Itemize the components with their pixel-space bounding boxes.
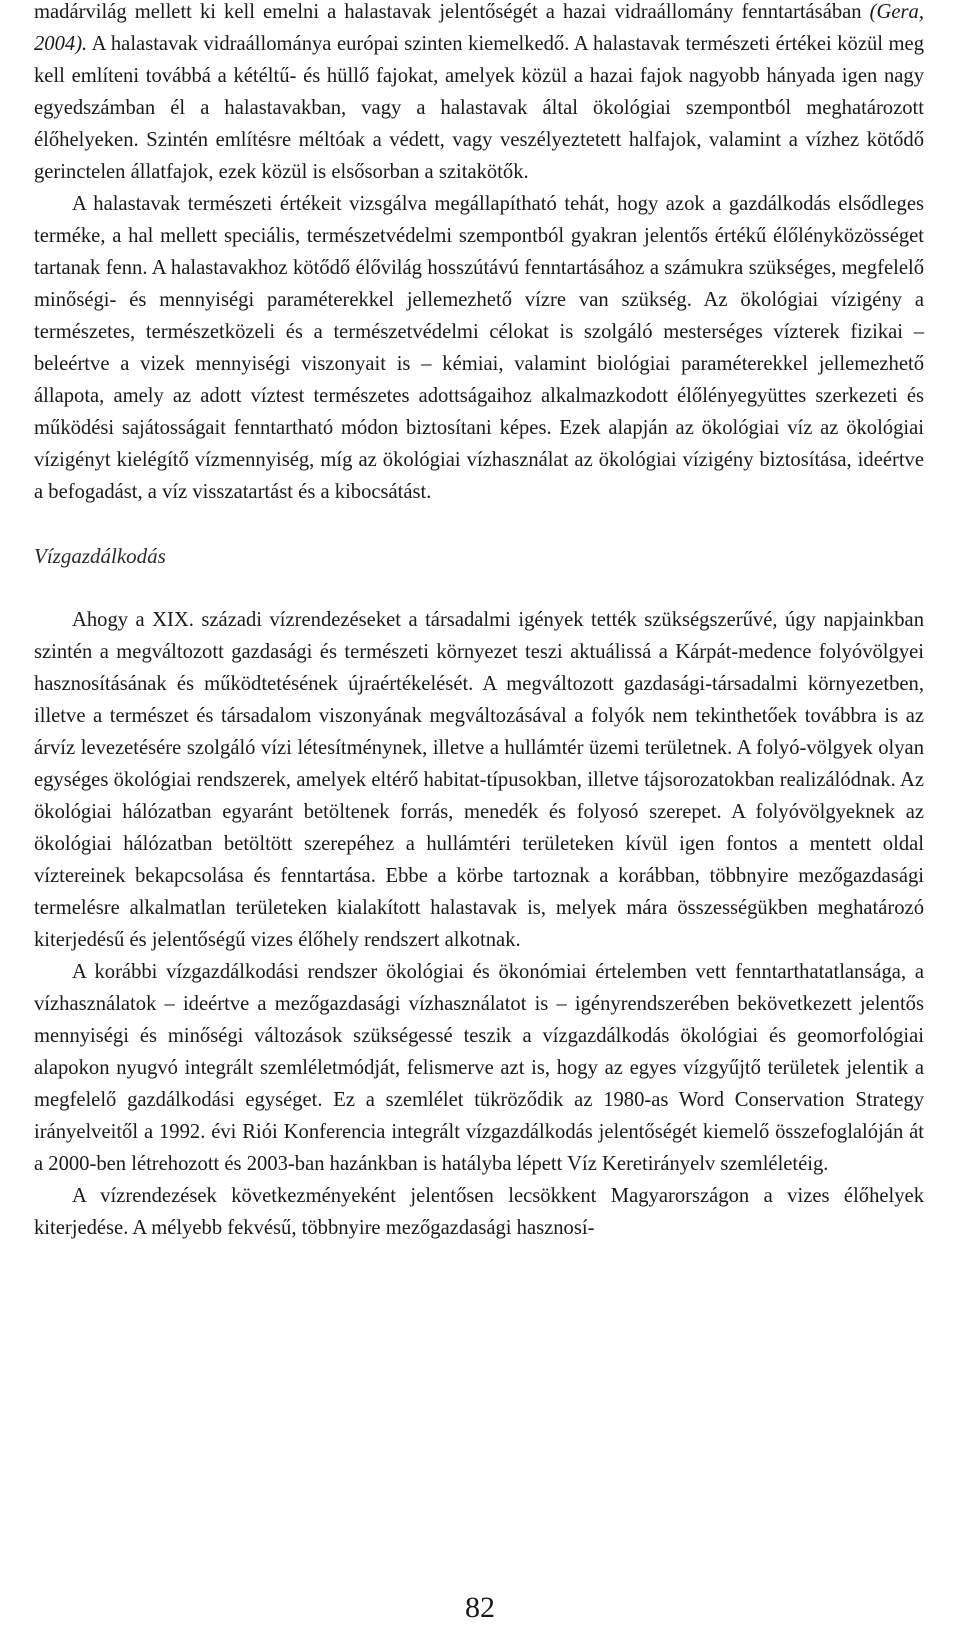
paragraph-5: A vízrendezések következményeként jelentősen lecsökkent Magyarországon a vizes élőhelyek kiterjedése. A mélyebb fekvésű, többnyire mezőgazdasági hasznosí- [34, 1185, 924, 1239]
paragraph-1 [34, 0, 924, 188]
body-text [34, 0, 924, 1244]
citation-gera-2004: (Gera, 2004). [34, 1, 924, 55]
section-heading: Vízgazdálkodás [34, 544, 166, 568]
paragraph-1-end: A halastavak vidraállománya európai szinten kiemelkedő. A halastavak természeti értékei közül meg kell említeni továbbá a kétéltű- és hüllő fajokat, amelyek közül a hazai fajok nagyobb hányada igen nagy egyedszámban él a halastavakban, vagy a halastavak által ökológiai szempontból meghatározott élőhelyeken. Szintén említésre méltóak a védett, vagy veszélyeztetett halfajok, valamint a vízhez kötődő gerinctelen állatfajok, ezek közül is elsősorban a szitakötők. [34, 33, 924, 183]
page-number: 82 [465, 1591, 495, 1624]
paragraph-1-start: madárvilág mellett ki kell emelni a halastavak jelentőségét a hazai vidraállomány fenntartásában [34, 1, 870, 23]
paragraph-2: A halastavak természeti értékeit vizsgálva megállapítható tehát, hogy azok a gazdálkodás elsődleges terméke, a hal mellett speciális, természetvédelmi szempontból gyakran jelentős értékű élőlényközösséget tartanak fenn. A halastavakhoz kötődő élővilág hosszútávú fenntartásához a számukra szükséges, megfelelő minőségi- és mennyiségi paraméterekkel jellemezhető vízre van szükség. Az ökológiai vízigény a természetes, természetközeli és a természetvédelmi célokat is szolgáló mesterséges vízterek fizikai – beleértve a vizek mennyiségi viszonyait is – kémiai, valamint biológiai paraméterekkel jellemezhető állapota, amely az adott víztest természetes adottságaihoz alkalmazkodott élőlényegyüttes szerkezeti és működési sajátosságait fenntartható módon biztosítani képes. Ezek alapján az ökológiai víz az ökológiai vízigényt kielégítő vízmennyiség, míg az ökológiai vízhasználat az ökológiai vízigény biztosítása, ideértve a befogadást, a víz visszatartást és a kibocsátást. [34, 193, 924, 503]
paragraph-3: Ahogy a XIX. századi vízrendezéseket a társadalmi igények tették szükségszerűvé, úgy napjainkban szintén a megváltozott gazdasági és természeti környezet teszi aktuálissá a Kárpát-medence folyóvölgyei hasznosításának és működtetésének újraértékelését. A megváltozott gazdasági-társadalmi környezetben, illetve a természet és társadalom viszonyának megváltozásával a folyók nem tekinthetőek továbbra is az árvíz levezetésére szolgáló vízi létesítménynek, illetve a hullámtér üzemi területnek. A folyó-völgyek olyan egységes ökológiai rendszerek, amelyek eltérő habitat-típusokban, illetve tájsorozatokban realizálódnak. Az ökológiai hálózatban egyaránt betöltenek forrás, menedék és folyosó szerepet. A folyóvölgyeknek az ökológiai hálózatban betöltött szerepéhez a hullámtéri területeken kívül igen fontos a mentett oldal víztereinek bekapcsolása és fenntartása. Ebbe a körbe tartoznak a korábban, többnyire mezőgazdasági termelésre alkalmatlan területeken kialakított halastavak is, melyek mára összességükben meghatározó kiterjedésű és jelentőségű vizes élőhely rendszert alkotnak. [34, 609, 924, 951]
paragraph-4: A korábbi vízgazdálkodási rendszer ökológiai és ökonómiai értelemben vett fenntarthatatlansága, a vízhasználatok – ideértve a mezőgazdasági vízhasználatot is – igényrendszerében bekövetkezett jelentős mennyiségi és minőségi változások szükségessé teszik a vízgazdálkodás ökológiai és geomorfológiai alapokon nyugvó integrált szemléletmódját, felismerve azt is, hogy az egyes vízgyűjtő területek jelentik a megfelelő gazdálkodási egységet. Ez a szemlélet tükröződik az 1980-as Word Conservation Strategy irányelveitől a 1992. évi Riói Konferencia integrált vízgazdálkodás jelentőségét kiemelő összefoglalóján át a 2000-ben létrehozott és 2003-ban hazánkban is hatályba lépett Víz Keretirányelv szemléletéig. [34, 961, 924, 1175]
